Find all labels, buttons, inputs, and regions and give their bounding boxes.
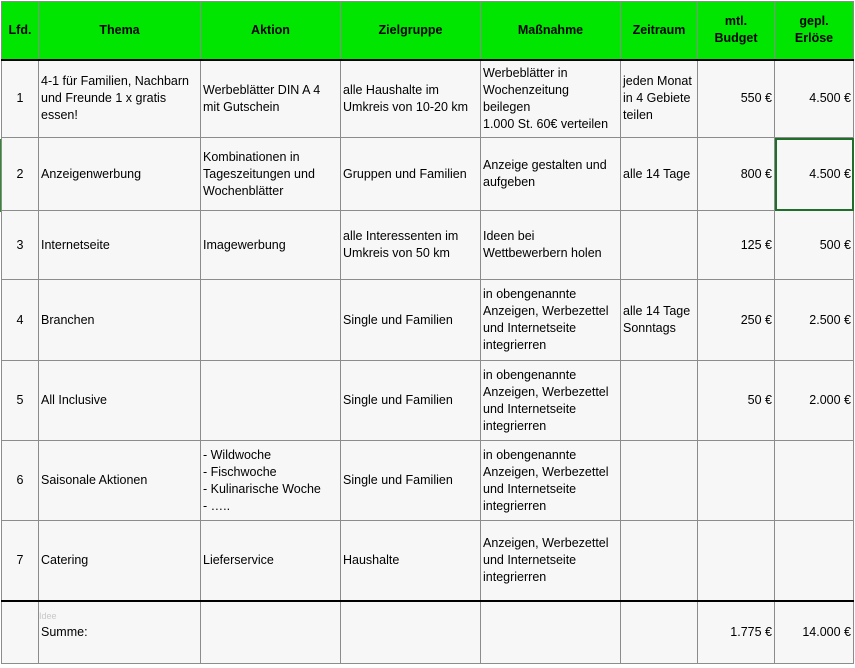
cell-nr-empty[interactable] (2, 601, 39, 664)
cell-nr[interactable]: 2 (2, 138, 39, 211)
marketing-plan-table (1, 1, 854, 664)
cell-budget[interactable]: 250 € (698, 280, 775, 361)
cell-massnahme[interactable]: Ideen bei Wettbewerbern holen (481, 211, 621, 280)
cell-budget[interactable]: 800 € (698, 138, 775, 211)
cell-thema[interactable]: All Inclusive (39, 361, 201, 441)
cell-nr[interactable]: 5 (2, 361, 39, 441)
cell-erloese[interactable]: 4.500 € (775, 60, 854, 138)
cell-aktion[interactable]: Imagewerbung (201, 211, 341, 280)
cell-thema[interactable]: Branchen (39, 280, 201, 361)
cell-empty[interactable] (621, 601, 698, 664)
cell-aktion[interactable]: - Wildwoche - Fischwoche - Kulinarische Woche - ….. (201, 441, 341, 521)
cell-budget[interactable]: 125 € (698, 211, 775, 280)
cell-nr[interactable]: 3 (2, 211, 39, 280)
cell-aktion[interactable]: Lieferservice (201, 521, 341, 601)
summary-budget-total[interactable]: 1.775 € (698, 601, 775, 664)
summary-erloese-total[interactable]: 14.000 € (775, 601, 854, 664)
cell-massnahme[interactable]: in obengenannte Anzeigen, Werbezettel und Internetseite integrierren (481, 361, 621, 441)
cell-erloese[interactable]: 2.500 € (775, 280, 854, 361)
table-row (2, 138, 854, 211)
table-row (2, 361, 854, 441)
cell-budget[interactable]: 50 € (698, 361, 775, 441)
header-lfd[interactable]: Lfd. (2, 2, 39, 60)
cell-budget[interactable]: 550 € (698, 60, 775, 138)
header-zeitraum[interactable]: Zeitraum (621, 2, 698, 60)
header-budget[interactable]: mtl. Budget (698, 2, 775, 60)
cell-aktion[interactable]: Kombinationen in Tageszeitungen und Wochenblätter (201, 138, 341, 211)
cell-zielgruppe[interactable]: Single und Familien (341, 441, 481, 521)
cell-aktion[interactable] (201, 280, 341, 361)
cell-massnahme[interactable]: in obengenannte Anzeigen, Werbezettel und Internetseite integrierren (481, 280, 621, 361)
cell-zielgruppe[interactable]: alle Haushalte im Umkreis von 10-20 km (341, 60, 481, 138)
cell-zeitraum[interactable] (621, 211, 698, 280)
cell-nr[interactable]: 4 (2, 280, 39, 361)
cell-zielgruppe[interactable]: Single und Familien (341, 361, 481, 441)
cell-zeitraum[interactable]: jeden Monat in 4 Gebiete teilen (621, 60, 698, 138)
cell-nr[interactable]: 6 (2, 441, 39, 521)
table-row (2, 280, 854, 361)
header-aktion[interactable]: Aktion (201, 2, 341, 60)
summary-label: Summe: (41, 624, 88, 639)
cell-massnahme[interactable]: Werbeblätter in Wochenzeitung beilegen 1.000 St. 60€ verteilen (481, 60, 621, 138)
cell-nr[interactable]: 7 (2, 521, 39, 601)
cell-zielgruppe[interactable]: Gruppen und Familien (341, 138, 481, 211)
cell-empty[interactable] (481, 601, 621, 664)
cell-zeitraum[interactable]: alle 14 Tage (621, 138, 698, 211)
cell-empty[interactable] (201, 601, 341, 664)
cell-zielgruppe[interactable]: Single und Familien (341, 280, 481, 361)
cell-zielgruppe[interactable]: Haushalte (341, 521, 481, 601)
cell-massnahme[interactable]: in obengenannte Anzeigen, Werbezettel und Internetseite integrierren (481, 441, 621, 521)
cell-erloese[interactable]: 500 € (775, 211, 854, 280)
summary-label-cell[interactable] (39, 601, 201, 664)
watermark-text: Idee (39, 610, 57, 621)
cell-aktion[interactable]: Werbeblätter DIN A 4 mit Gutschein (201, 60, 341, 138)
cell-aktion[interactable] (201, 361, 341, 441)
header-thema[interactable]: Thema (39, 2, 201, 60)
cell-zeitraum[interactable]: alle 14 Tage Sonntags (621, 280, 698, 361)
header-row (2, 2, 854, 60)
table-row (2, 211, 854, 280)
cell-erloese-selected[interactable]: 4.500 € (775, 138, 854, 211)
table-row (2, 60, 854, 138)
cell-erloese[interactable] (775, 441, 854, 521)
cell-zielgruppe[interactable]: alle Interessenten im Umkreis von 50 km (341, 211, 481, 280)
cell-massnahme[interactable]: Anzeigen, Werbezettel und Internetseite integrierren (481, 521, 621, 601)
header-zielgruppe[interactable]: Zielgruppe (341, 2, 481, 60)
cell-empty[interactable] (341, 601, 481, 664)
cell-zeitraum[interactable] (621, 521, 698, 601)
cell-erloese[interactable]: 2.000 € (775, 361, 854, 441)
cell-erloese[interactable] (775, 521, 854, 601)
cell-thema[interactable]: Saisonale Aktionen (39, 441, 201, 521)
cell-thema[interactable]: Anzeigenwerbung (39, 138, 201, 211)
table-row (2, 521, 854, 601)
summary-row (2, 601, 854, 664)
header-massnahme[interactable]: Maßnahme (481, 2, 621, 60)
cell-thema[interactable]: Internetseite (39, 211, 201, 280)
cell-budget[interactable] (698, 441, 775, 521)
cell-zeitraum[interactable] (621, 441, 698, 521)
cell-zeitraum[interactable] (621, 361, 698, 441)
cell-massnahme[interactable]: Anzeige gestalten und aufgeben (481, 138, 621, 211)
header-erloese[interactable]: gepl. Erlöse (775, 2, 854, 60)
table-row (2, 441, 854, 521)
cell-budget[interactable] (698, 521, 775, 601)
cell-nr[interactable]: 1 (2, 60, 39, 138)
cell-thema[interactable]: 4-1 für Familien, Nachbarn und Freunde 1 x gratis essen! (39, 60, 201, 138)
cell-thema[interactable]: Catering (39, 521, 201, 601)
